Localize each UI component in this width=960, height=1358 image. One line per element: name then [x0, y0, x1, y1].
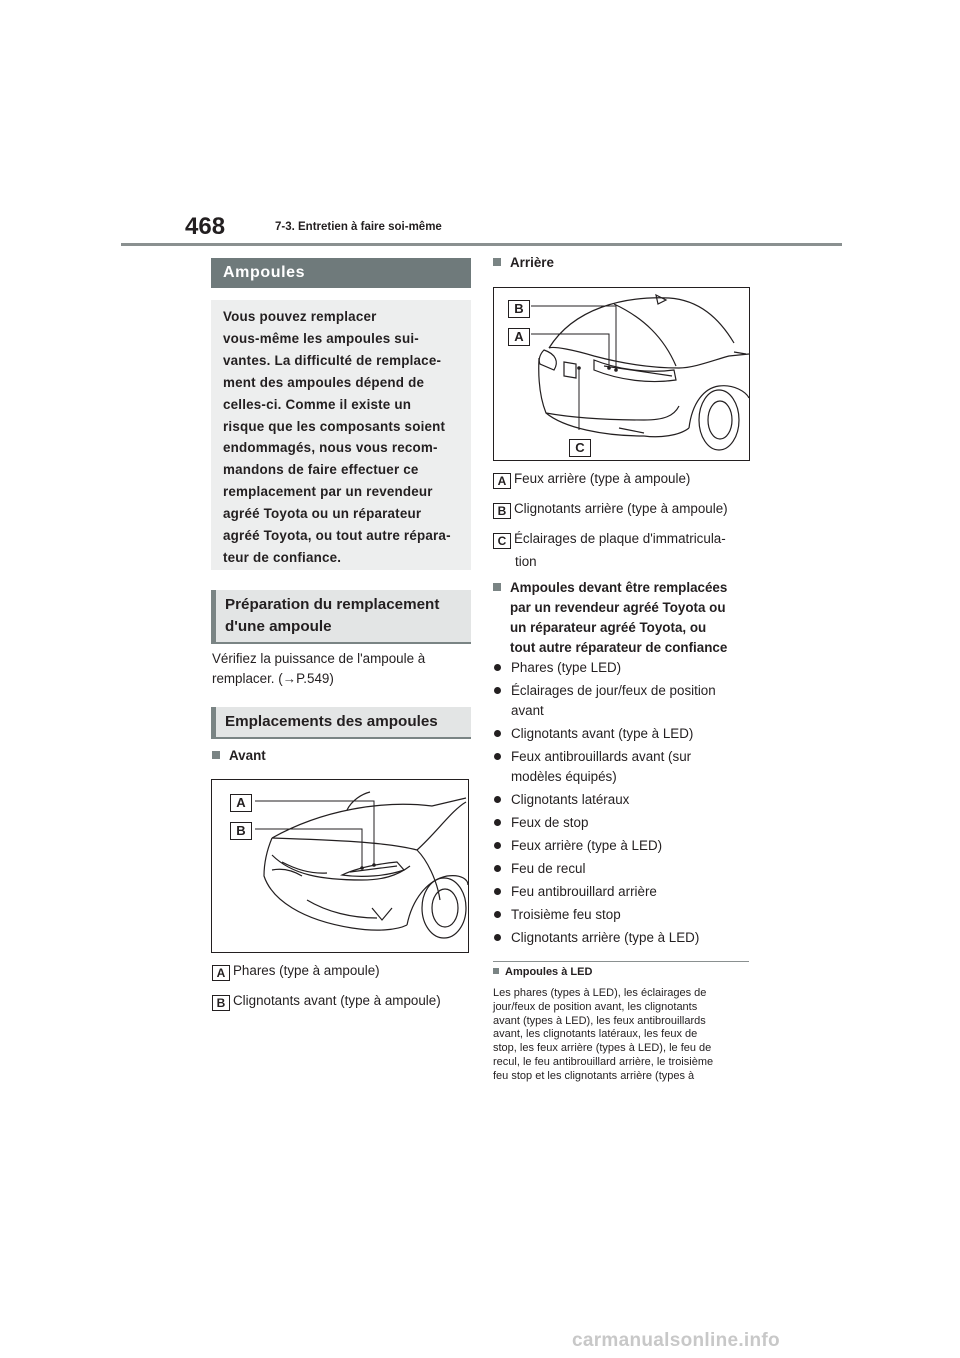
list-item [494, 859, 756, 879]
list-item-text: Clignotants avant (type à LED) [511, 726, 694, 741]
avant-heading [212, 746, 266, 766]
note-line: Les phares (types à LED), les éclairages de [493, 987, 707, 999]
legend-letter: C [493, 533, 511, 549]
led-note-text [493, 987, 749, 1084]
note-divider [493, 961, 749, 962]
revendeur-heading-line: tout autre réparateur de confiance [510, 640, 728, 655]
legend-text: Phares (type à ampoule) [233, 963, 380, 978]
ampoules-heading: Ampoules [211, 258, 471, 288]
intro-line: vous-même les ampoules sui- [223, 330, 419, 346]
bullet-icon [494, 753, 501, 760]
note-line: stop, les feux arrière (types à LED), le feu de [493, 1042, 712, 1055]
bullet-icon [494, 911, 501, 918]
legend-item [212, 991, 474, 1011]
page-number: 468 [185, 213, 226, 240]
intro-line: vantes. La difficulté de remplace- [223, 352, 442, 368]
list-item [494, 681, 756, 721]
legend-letter: A [493, 473, 511, 489]
legend-item [493, 469, 755, 489]
legend-text: Éclairages de plaque d'immatricula- [514, 531, 726, 546]
list-item-text: Feux antibrouillards avant (sur [511, 749, 692, 764]
intro-line: agréé Toyota ou un réparateur [223, 506, 422, 522]
header-rule [121, 243, 842, 246]
intro-line: remplacement par un revendeur [223, 484, 433, 500]
preparation-heading-line: d'une ampoule [225, 618, 332, 635]
list-item [494, 928, 756, 948]
note-line: avant (types à LED), les feux antibrouillards [493, 1014, 706, 1027]
figure-label-c: C [569, 439, 591, 457]
preparation-heading-line: Préparation du remplacement [225, 596, 440, 613]
emplacements-heading: Emplacements des ampoules [211, 707, 471, 739]
figure-label-b: B [230, 822, 252, 840]
intro-line: ment des ampoules dépend de [223, 374, 425, 390]
legend-letter: B [493, 503, 511, 519]
list-item [494, 747, 756, 787]
legend-text-continued: tion [515, 554, 537, 569]
list-item-text: Feux de stop [511, 815, 589, 830]
preparation-text-line: Vérifiez la puissance de l'ampoule à [212, 651, 426, 666]
preparation-heading [211, 590, 471, 644]
intro-line: teur de confiance. [223, 549, 342, 565]
square-bullet-icon [493, 583, 501, 591]
list-item-text: Clignotants arrière (type à LED) [511, 930, 700, 945]
bullet-icon [494, 934, 501, 941]
list-item-text: Troisième feu stop [511, 907, 621, 922]
arriere-heading-text: Arrière [510, 255, 554, 270]
preparation-text [212, 649, 474, 689]
list-item [494, 836, 756, 856]
list-item-text: Feux arrière (type à LED) [511, 838, 663, 853]
list-item-text: Feu antibrouillard arrière [511, 884, 657, 899]
list-item-text: Phares (type LED) [511, 660, 622, 675]
revendeur-heading-line: par un revendeur agréé Toyota ou [510, 600, 726, 615]
bullet-icon [494, 730, 501, 737]
legend-letter: A [212, 965, 230, 981]
list-item [494, 813, 756, 833]
intro-line: endommagés, nous vous recom- [223, 440, 438, 456]
list-item-text: avant [511, 703, 544, 718]
bullet-icon [494, 796, 501, 803]
square-bullet-icon [493, 968, 499, 974]
bullet-icon [494, 687, 501, 694]
figure-label-a: A [230, 794, 252, 812]
ampoules-intro-box [211, 300, 471, 570]
arriere-legend [493, 469, 755, 572]
intro-line: Vous pouvez remplacer [223, 309, 377, 324]
list-item [494, 724, 756, 744]
rear-car-figure [493, 287, 750, 461]
list-item [494, 790, 756, 810]
arriere-heading [493, 253, 554, 273]
note-line: feu stop et les clignotants arrière (types à [493, 1069, 695, 1082]
list-item [494, 905, 756, 925]
note-line: avant, les clignotants latéraux, les feux de [493, 1028, 698, 1041]
note-line: recul, le feu antibrouillard arrière, le troisième [493, 1055, 714, 1068]
legend-item [493, 529, 755, 549]
intro-line: mandons de faire effectuer ce [223, 462, 419, 478]
list-item-text: Éclairages de jour/feux de position [511, 683, 716, 698]
led-note-heading-text: Ampoules à LED [505, 966, 593, 978]
bullet-icon [494, 865, 501, 872]
list-item-text: Clignotants latéraux [511, 792, 630, 807]
led-note-heading [493, 966, 592, 978]
list-item-text: Feu de recul [511, 861, 586, 876]
avant-legend [212, 961, 474, 1011]
bullet-icon [494, 842, 501, 849]
legend-item [212, 961, 474, 981]
legend-text: Clignotants arrière (type à ampoule) [514, 501, 728, 516]
bullet-icon [494, 819, 501, 826]
legend-item [493, 499, 755, 519]
square-bullet-icon [493, 258, 501, 266]
revendeur-heading-line: Ampoules devant être remplacées [510, 580, 728, 595]
legend-text: Feux arrière (type à ampoule) [514, 471, 691, 486]
revendeur-heading [493, 578, 755, 658]
watermark: carmanualsonline.info [572, 1330, 780, 1351]
list-item [494, 882, 756, 902]
figure-label-b: B [508, 300, 530, 318]
bullet-icon [494, 888, 501, 895]
legend-text: Clignotants avant (type à ampoule) [233, 993, 441, 1008]
section-title: 7-3. Entretien à faire soi-même [275, 221, 442, 233]
list-item-text: modèles équipés) [511, 769, 617, 784]
front-car-figure [211, 779, 469, 953]
intro-line: risque que les composants soient [223, 418, 446, 434]
revendeur-heading-line: un réparateur agréé Toyota, ou [510, 620, 707, 635]
avant-heading-text: Avant [229, 748, 266, 763]
intro-line: agréé Toyota, ou tout autre répara- [223, 528, 451, 544]
note-line: jour/feux de position avant, les clignotants [493, 1000, 698, 1013]
legend-letter: B [212, 995, 230, 1011]
bullet-icon [494, 664, 501, 671]
preparation-text-line: remplacer. (→P.549) [212, 671, 334, 686]
square-bullet-icon [212, 751, 220, 759]
revendeur-list [494, 658, 756, 948]
figure-label-a: A [508, 328, 530, 346]
list-item [494, 658, 756, 678]
intro-line: celles-ci. Comme il existe un [223, 396, 412, 412]
